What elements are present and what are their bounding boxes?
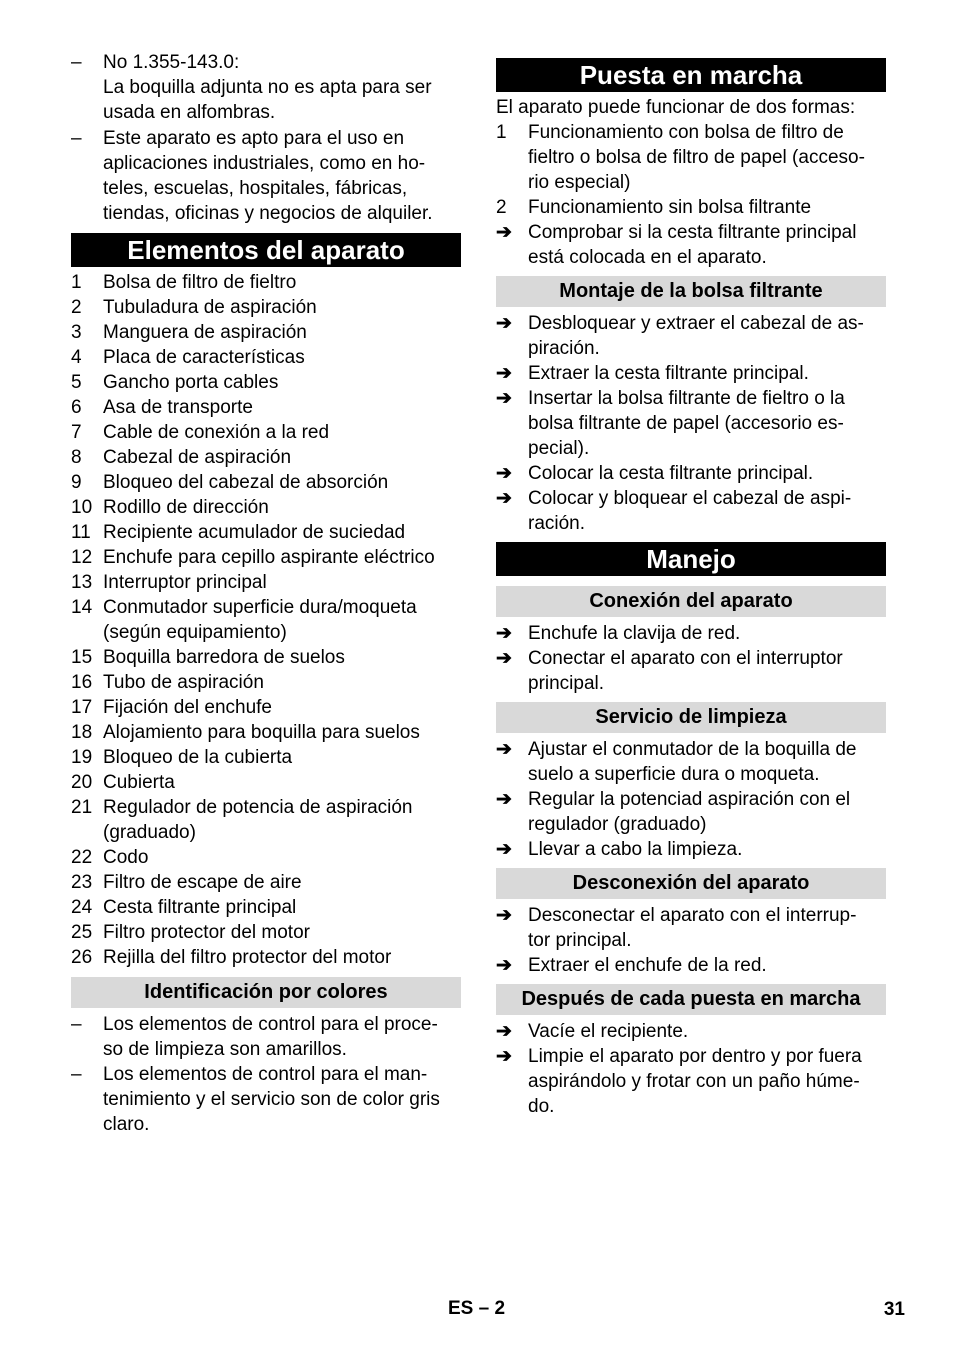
- list-item: [71, 720, 461, 745]
- list-item: [496, 361, 886, 386]
- item-text: Ajustar el conmutador de la boquilla de suelo a superficie dura o moqueta.: [528, 739, 857, 785]
- section-heading-elementos: Elementos del aparato: [71, 233, 461, 267]
- item-text: Cable de conexión a la red: [103, 422, 330, 443]
- item-text: Recipiente acumulador de suciedad: [103, 522, 406, 543]
- arrow-icon: ➔: [496, 839, 512, 860]
- number-marker: 26: [71, 947, 93, 968]
- list-item: 1 Funcionamiento con bolsa de filtro de fieltro o bolsa de filtro de papel (acceso- rio especial): [496, 122, 865, 193]
- list-item: [496, 1044, 886, 1119]
- item-text: Vacíe el recipiente.: [528, 1021, 689, 1042]
- dash-marker: –: [71, 1064, 82, 1085]
- list-item: [71, 270, 461, 295]
- arrow-icon: ➔: [496, 1021, 512, 1042]
- section-heading-despues: Después de cada puesta en marcha: [496, 984, 886, 1015]
- list-item: [496, 787, 886, 837]
- dash-marker: –: [71, 1014, 82, 1035]
- list-item: [71, 545, 461, 570]
- section-heading-montaje: Montaje de la bolsa filtrante: [496, 276, 886, 307]
- bullet-text: Los elementos de control para el proce- so de limpieza son amarillos.: [103, 1014, 438, 1060]
- item-text: Fijación del enchufe: [103, 697, 272, 718]
- item-text: Rejilla del filtro protector del motor: [103, 947, 392, 968]
- item-text: Extraer el enchufe de la red.: [528, 955, 767, 976]
- item-text: Filtro protector del motor: [103, 922, 310, 943]
- number-marker: 23: [71, 872, 93, 893]
- number-marker: 14: [71, 597, 93, 618]
- section-heading-colores: Identificación por colores: [71, 977, 461, 1008]
- list-item: [71, 595, 461, 645]
- arrow-icon: ➔: [496, 222, 512, 243]
- item-text: Bloqueo del cabezal de absorción: [103, 472, 389, 493]
- list-item: [71, 470, 461, 495]
- language-page-code: ES – 2: [448, 1298, 506, 1319]
- arrow-icon: ➔: [496, 488, 512, 509]
- list-item: [71, 445, 461, 470]
- list-item: [71, 1012, 461, 1062]
- arrow-icon: ➔: [496, 388, 512, 409]
- list-item: [496, 1019, 886, 1044]
- number-marker: 16: [71, 672, 93, 693]
- section-heading-desconexion: Desconexión del aparato: [496, 868, 886, 899]
- list-item: [71, 520, 461, 545]
- item-text: Gancho porta cables: [103, 372, 279, 393]
- section-heading-servicio: Servicio de limpieza: [496, 702, 886, 733]
- arrow-icon: ➔: [496, 363, 512, 384]
- item-text: Alojamiento para boquilla para suelos: [103, 722, 420, 743]
- bullet-text: No 1.355-143.0: La boquilla adjunta no es apta para ser usada en alfombras.: [103, 52, 432, 123]
- page-number: 31: [883, 1299, 905, 1320]
- list-item: [71, 420, 461, 445]
- item-text: Filtro de escape de aire: [103, 872, 302, 893]
- list-item: [71, 895, 461, 920]
- list-item: [496, 837, 886, 862]
- item-text: Boquilla barredora de suelos: [103, 647, 345, 668]
- number-marker: 12: [71, 547, 93, 568]
- item-text: Interruptor principal: [103, 572, 267, 593]
- number-marker: 1: [496, 122, 507, 143]
- item-text: Cesta filtrante principal: [103, 897, 297, 918]
- section-heading-puesta-en-marcha: Puesta en marcha: [496, 58, 886, 92]
- item-text: Limpie el aparato por dentro y por fuera aspirándolo y frotar con un paño húme- do.: [528, 1046, 862, 1117]
- list-item: [71, 495, 461, 520]
- number-marker: 8: [71, 447, 82, 468]
- number-marker: 5: [71, 372, 82, 393]
- section-heading-conexion: Conexión del aparato: [496, 586, 886, 617]
- number-marker: 2: [496, 197, 507, 218]
- item-text: Asa de transporte: [103, 397, 253, 418]
- number-marker: 13: [71, 572, 93, 593]
- item-text: Desconectar el aparato con el interrup- tor principal.: [528, 905, 857, 951]
- list-item: [71, 50, 461, 125]
- item-text: Desbloquear y extraer el cabezal de as- piración.: [528, 313, 864, 359]
- list-item: [71, 770, 461, 795]
- number-marker: 22: [71, 847, 93, 868]
- arrow-icon: ➔: [496, 313, 512, 334]
- list-item: [496, 646, 886, 696]
- list-item: [71, 395, 461, 420]
- item-text: Placa de características: [103, 347, 305, 368]
- number-marker: 9: [71, 472, 82, 493]
- bullet-text: Este aparato es apto para el uso en aplicaciones industriales, como en ho- teles, escuelas, hospitales, fábricas, tiendas, oficinas y negocios de alquiler.: [103, 128, 433, 224]
- list-item: ➔ Comprobar si la cesta filtrante principal está colocada en el aparato.: [496, 222, 857, 268]
- item-text: Cubierta: [103, 772, 175, 793]
- arrow-icon: ➔: [496, 623, 512, 644]
- list-item: [71, 570, 461, 595]
- section-heading-manejo: Manejo: [496, 542, 886, 576]
- item-text: Enchufe la clavija de red.: [528, 623, 741, 644]
- list-item: [71, 695, 461, 720]
- list-item: 2 Funcionamiento sin bolsa filtrante: [496, 197, 812, 218]
- arrow-icon: ➔: [496, 739, 512, 760]
- list-item: [71, 670, 461, 695]
- item-text: Conmutador superficie dura/moqueta (según equipamiento): [103, 597, 417, 643]
- list-item: [71, 1062, 461, 1137]
- item-text: Conectar el aparato con el interruptor principal.: [528, 648, 843, 694]
- list-item: [71, 370, 461, 395]
- list-item: [71, 320, 461, 345]
- item-text: Regular la potenciad aspiración con el regulador (graduado): [528, 789, 851, 835]
- number-marker: 4: [71, 347, 82, 368]
- list-item: [71, 920, 461, 945]
- list-item: [496, 486, 886, 536]
- item-text: Colocar y bloquear el cabezal de aspi- ración.: [528, 488, 852, 534]
- list-item: [71, 345, 461, 370]
- list-item: [71, 945, 461, 970]
- number-marker: 17: [71, 697, 93, 718]
- arrow-icon: ➔: [496, 463, 512, 484]
- number-marker: 24: [71, 897, 93, 918]
- list-item: [71, 126, 461, 226]
- number-marker: 1: [71, 272, 82, 293]
- list-item: [71, 845, 461, 870]
- number-marker: 11: [71, 522, 91, 543]
- item-text: Bolsa de filtro de fieltro: [103, 272, 297, 293]
- bullet-text: Los elementos de control para el man- tenimiento y el servicio son de color gris claro.: [103, 1064, 440, 1135]
- item-text: Regulador de potencia de aspiración (graduado): [103, 797, 413, 843]
- list-item: [496, 311, 886, 361]
- item-text: Codo: [103, 847, 149, 868]
- number-marker: 25: [71, 922, 93, 943]
- arrow-icon: ➔: [496, 648, 512, 669]
- item-text: Bloqueo de la cubierta: [103, 747, 293, 768]
- list-item: [496, 621, 886, 646]
- list-item: [71, 295, 461, 320]
- arrow-icon: ➔: [496, 1046, 512, 1067]
- item-text: Llevar a cabo la limpieza.: [528, 839, 743, 860]
- list-item: [496, 386, 886, 461]
- number-marker: 7: [71, 422, 82, 443]
- list-item: [71, 645, 461, 670]
- list-item: [71, 745, 461, 770]
- list-item: [496, 903, 886, 953]
- item-text: Insertar la bolsa filtrante de fieltro o la bolsa filtrante de papel (accesorio es- pecial).: [528, 388, 845, 459]
- item-text: Manguera de aspiración: [103, 322, 307, 343]
- list-item: [71, 795, 461, 845]
- number-marker: 3: [71, 322, 82, 343]
- list-item: [496, 953, 886, 978]
- number-marker: 6: [71, 397, 82, 418]
- list-item: [71, 870, 461, 895]
- number-marker: 15: [71, 647, 93, 668]
- dash-marker: –: [71, 128, 82, 149]
- arrow-icon: ➔: [496, 955, 512, 976]
- item-text: Enchufe para cepillo aspirante eléctrico: [103, 547, 435, 568]
- list-item: [496, 461, 886, 486]
- number-marker: 2: [71, 297, 82, 318]
- number-marker: 18: [71, 722, 93, 743]
- list-item: [496, 737, 886, 787]
- number-marker: 20: [71, 772, 93, 793]
- intro-text: El aparato puede funcionar de dos formas:: [496, 97, 856, 118]
- item-text: Cabezal de aspiración: [103, 447, 292, 468]
- item-text: Colocar la cesta filtrante principal.: [528, 463, 814, 484]
- arrow-icon: ➔: [496, 789, 512, 810]
- dash-marker: –: [71, 52, 82, 73]
- item-text: Extraer la cesta filtrante principal.: [528, 363, 809, 384]
- number-marker: 19: [71, 747, 93, 768]
- item-text: Rodillo de dirección: [103, 497, 269, 518]
- item-text: Tubo de aspiración: [103, 672, 264, 693]
- item-text: Tubuladura de aspiración: [103, 297, 317, 318]
- number-marker: 21: [71, 797, 93, 818]
- number-marker: 10: [71, 497, 93, 518]
- arrow-icon: ➔: [496, 905, 512, 926]
